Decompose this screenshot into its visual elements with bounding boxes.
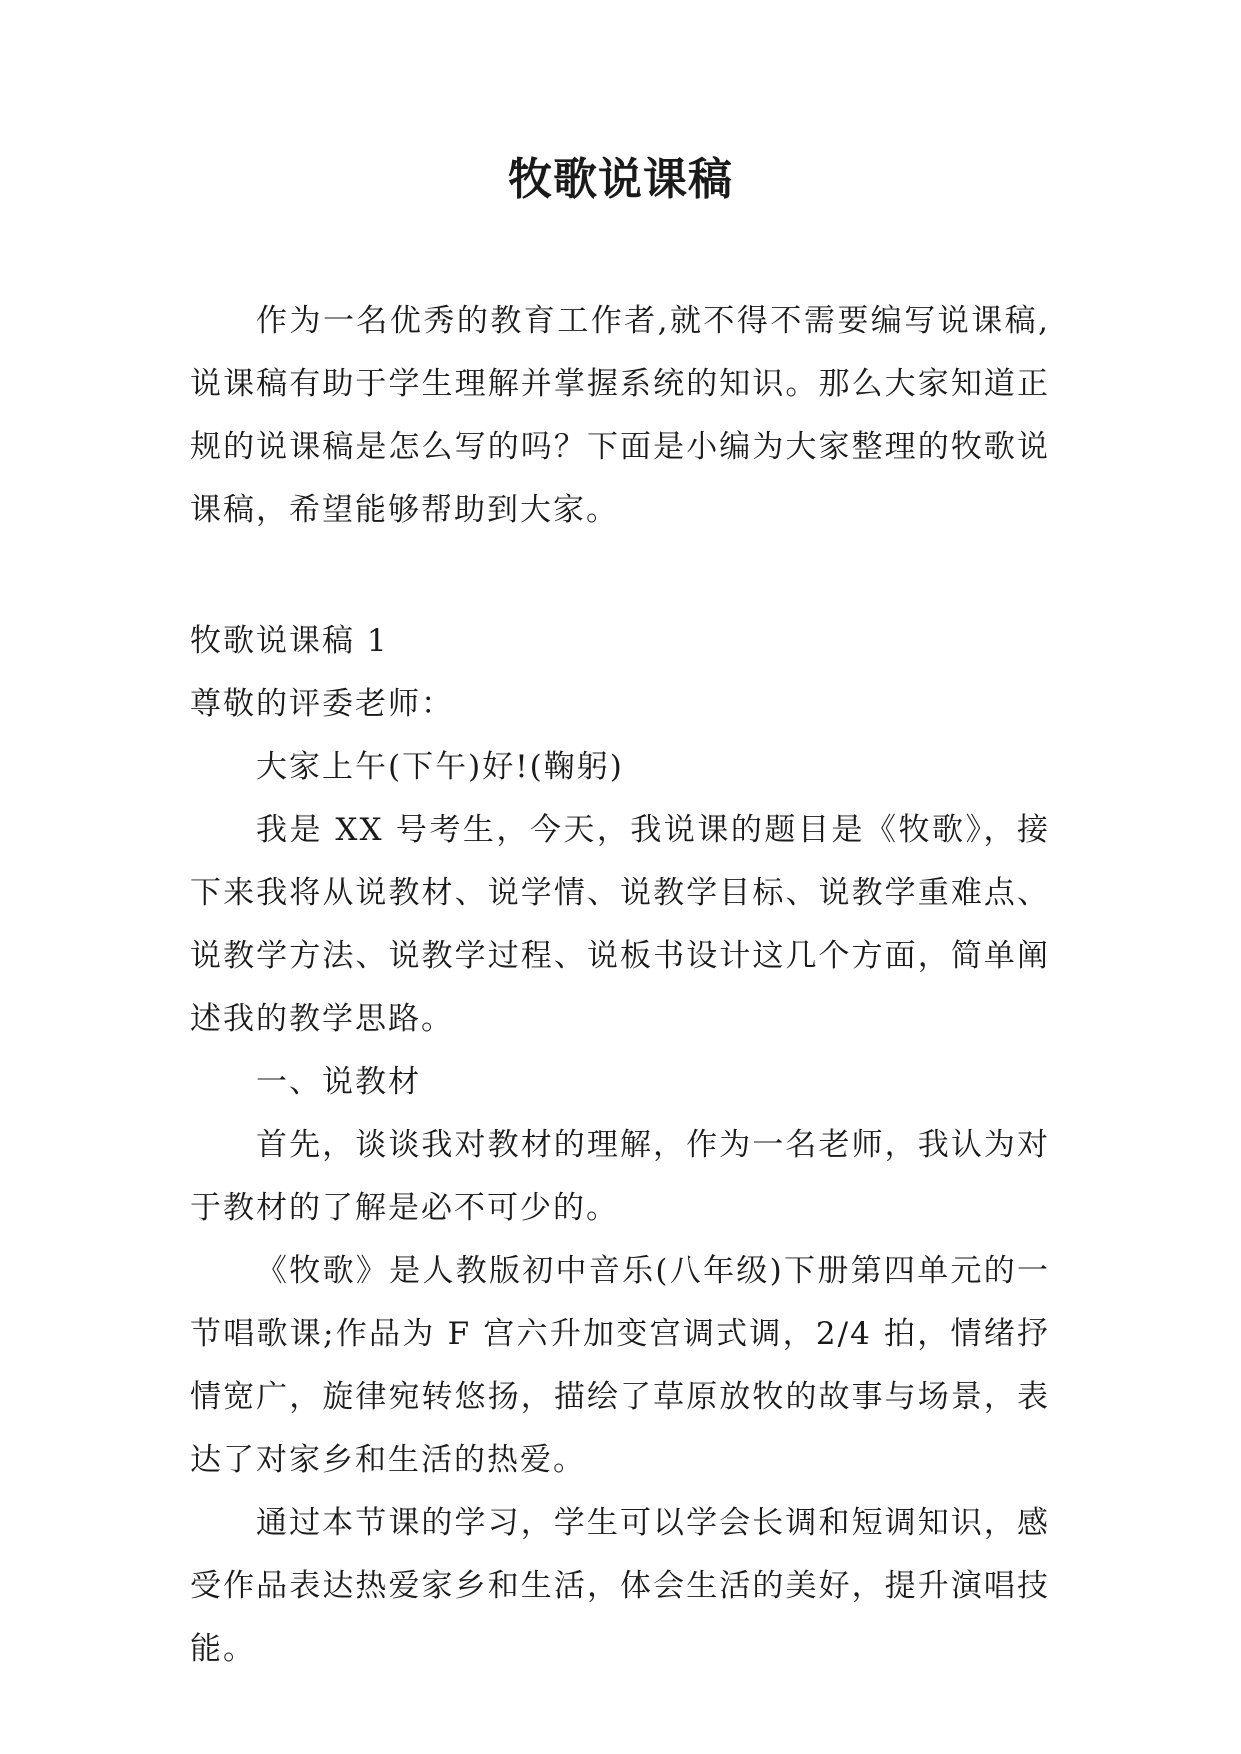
body-paragraph: 《牧歌》是人教版初中音乐(八年级)下册第四单元的一节唱歌课;作品为 F 宫六升加变宫调式调，2/4 拍，情绪抒情宽广，旋律宛转悠扬，描绘了草原放牧的故事与场景，表达了对家乡和生活的热爱。 — [190, 1253, 1050, 1478]
greeting: 大家上午(下午)好!(鞠躬) — [256, 749, 624, 785]
document-title: 牧歌说课稿 — [508, 154, 733, 205]
subsection-heading: 一、说教材 — [256, 1064, 421, 1100]
document-body — [190, 290, 1050, 1681]
intro-paragraph: 作为一名优秀的教育工作者,就不得不需要编写说课稿,说课稿有助于学生理解并掌握系统的知识。那么大家知道正规的说课稿是怎么写的吗？下面是小编为大家整理的牧歌说课稿，希望能够帮助到大家。 — [190, 303, 1050, 528]
section-heading: 牧歌说课稿 1 — [190, 623, 389, 659]
body-paragraph: 我是 XX 号考生，今天，我说课的题目是《牧歌》，接下来我将从说教材、说学情、说教学目标、说教学重难点、说教学方法、说教学过程、说板书设计这几个方面，简单阐述我的教学思路。 — [190, 812, 1050, 1037]
salutation: 尊敬的评委老师： — [190, 686, 454, 722]
body-paragraph: 通过本节课的学习，学生可以学会长调和短调知识，感受作品表达热爱家乡和生活，体会生活的美好，提升演唱技能。 — [190, 1505, 1050, 1667]
body-paragraph: 首先，谈谈我对教材的理解，作为一名老师，我认为对于教材的了解是必不可少的。 — [190, 1127, 1050, 1226]
